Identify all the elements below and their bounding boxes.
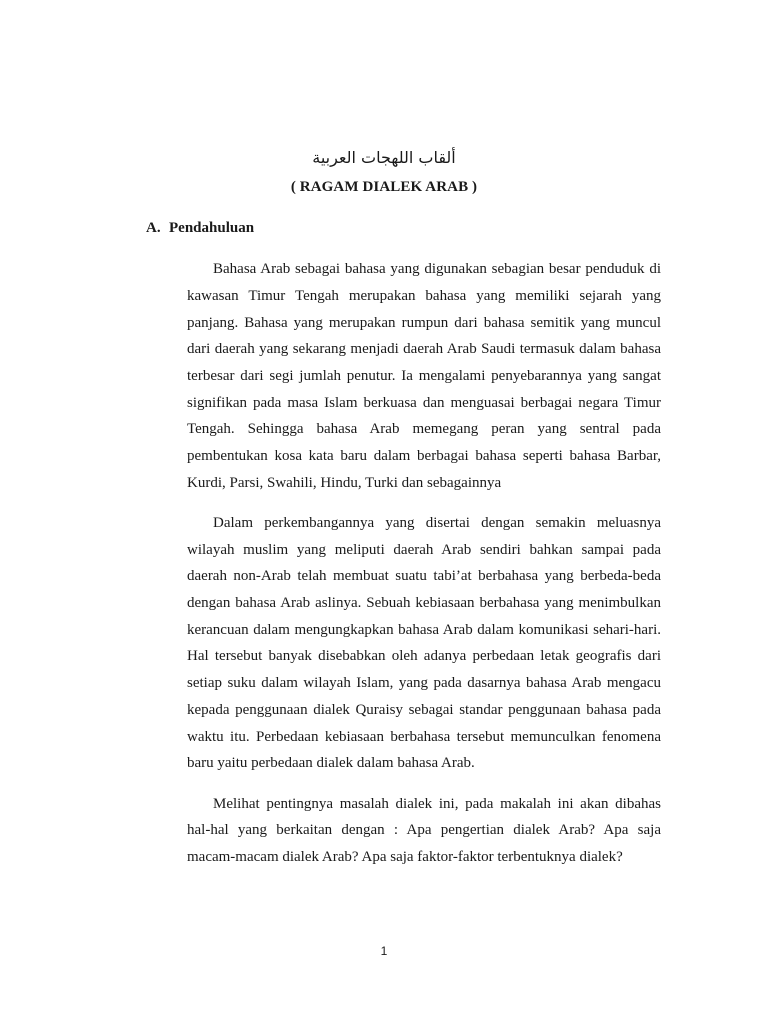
paragraph-3-line: Melihat pentingnya masalah dialek ini, pada makalah ini akan dibahas xyxy=(213,796,661,812)
section-heading xyxy=(146,220,254,237)
document-title: ( RAGAM DIALEK ARAB ) xyxy=(290,179,478,195)
paragraph-1-line: terbesar dari segi jumlah penutur. Ia mengalami penyebarannya yang sangat xyxy=(187,368,661,384)
paragraph-2-line: dengan bahasa Arab aslinya. Sebuah kebiasaan berbahasa yang menimbulkan xyxy=(187,595,661,611)
paragraph-1-line: kawasan Timur Tengah merupakan bahasa yang memiliki sejarah yang xyxy=(187,288,661,304)
paragraph-2-line: daerah non-Arab telah membuat suatu tabi’at berbahasa yang berbeda-beda xyxy=(187,568,661,584)
paragraph-1-line: dari daerah yang sekarang menjadi daerah Arab Saudi termasuk dalam bahasa xyxy=(187,341,661,357)
paragraph-2-line: wilayah muslim yang meliputi daerah Arab sendiri bahkan sampai pada xyxy=(187,542,661,558)
paragraph-1-line: signifikan pada masa Islam berkuasa dan menguasai berbagai negara Timur xyxy=(187,395,661,411)
paragraph-3-line: hal-hal yang berkaitan dengan : Apa pengertian dialek Arab? Apa saja xyxy=(187,822,661,838)
section-number: A. xyxy=(146,220,161,236)
paragraph-2-line: setiap suku dalam wilayah Islam, yang pada dasarnya bahasa Arab mengacu xyxy=(187,675,661,691)
paragraph-2-line: waktu itu. Perbedaan kebiasaan berbahasa tersebut memunculkan fenomena xyxy=(187,729,661,745)
paragraph-1-line: panjang. Bahasa yang merupakan rumpun dari bahasa semitik yang muncul xyxy=(187,315,661,331)
paragraph-1-line: pembentukan kosa kata baru dalam berbagai bahasa seperti bahasa Barbar, xyxy=(187,448,661,464)
paragraph-2-line: Dalam perkembangannya yang disertai dengan semakin meluasnya xyxy=(213,515,661,531)
paragraph-2-line: kerancuan dalam mengungkapkan bahasa Arab dalam komunikasi sehari-hari. xyxy=(187,622,661,638)
paragraph-2-line: Hal tersebut banyak disebabkan oleh adanya perbedaan letak geografis dari xyxy=(187,648,661,664)
paragraph-1-line: Kurdi, Parsi, Swahili, Hindu, Turki dan sebagainnya xyxy=(187,475,502,491)
page-number: 1 xyxy=(380,944,388,958)
section-title: Pendahuluan xyxy=(169,220,255,236)
paragraph-1-line: Tengah. Sehingga bahasa Arab memegang peran yang sentral pada xyxy=(187,421,661,437)
paragraph-2-line: kepada penggunaan dialek Quraisy sebagai standar penggunaan bahasa pada xyxy=(187,702,661,718)
paragraph-2-line: baru yaitu perbedaan dialek dalam bahasa Arab. xyxy=(187,755,475,771)
paragraph-1-line: Bahasa Arab sebagai bahasa yang digunakan sebagian besar penduduk di xyxy=(213,261,661,277)
paragraph-3-line: macam-macam dialek Arab? Apa saja faktor-faktor terbentuknya dialek? xyxy=(187,849,623,865)
arabic-title: ألقاب اللهجات العربية xyxy=(312,148,456,167)
